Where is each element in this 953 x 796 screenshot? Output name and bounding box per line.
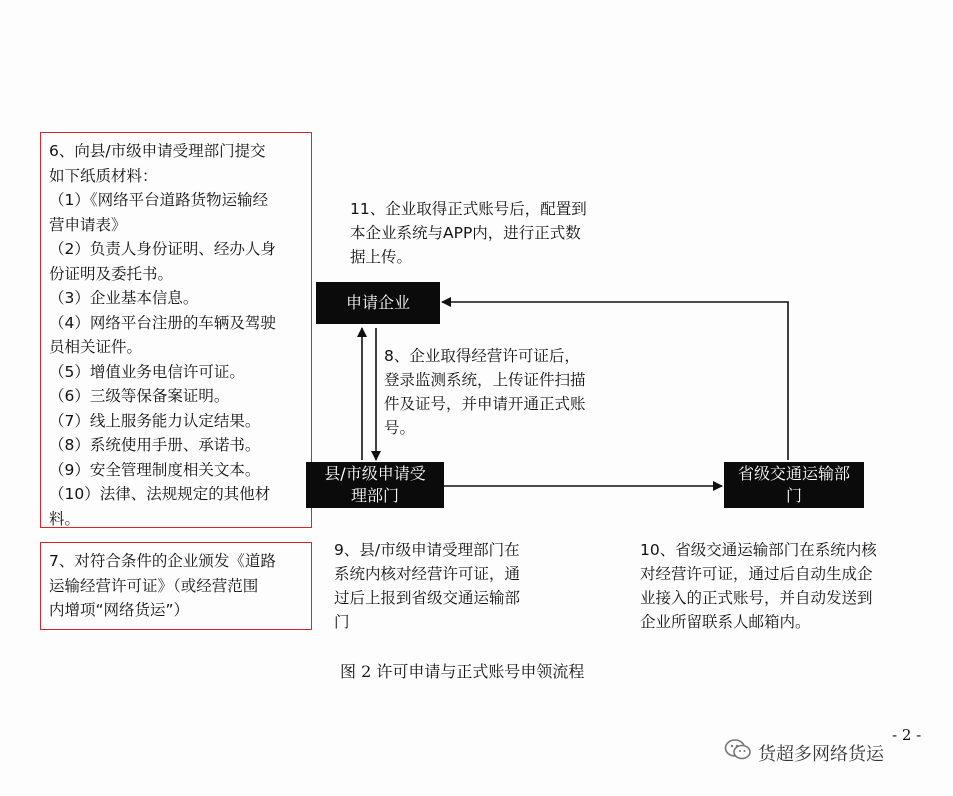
node-county-label-1: 县/市级申请受: [324, 464, 426, 483]
watermark-text: 货超多网络货运: [758, 743, 884, 765]
note-step8-line: 8、企业取得经营许可证后，: [384, 347, 580, 365]
materials-line: （1）《网络平台道路货物运输经: [49, 191, 269, 209]
note-step8: [384, 344, 586, 440]
note-step8-line: 件及证号，并申请开通正式账: [384, 395, 586, 413]
node-company-label: 申请企业: [345, 293, 410, 312]
note-step9-line: 系统内核对经营许可证，通: [334, 565, 521, 583]
node-province-label-1: 省级交通运输部: [737, 464, 850, 483]
note-step11: [350, 197, 587, 269]
note-step10-line: 10、省级交通运输部门在系统内核: [640, 541, 877, 559]
materials-line: （5）增值业务电信许可证。: [49, 362, 245, 381]
license-line: 内增项“网络货运”）: [49, 601, 190, 619]
materials-line: （4）网络平台注册的车辆及驾驶: [49, 313, 276, 332]
note-step11-line: 本企业系统与APP内，进行正式数: [350, 224, 581, 242]
materials-line: 6、向县/市级申请受理部门提交: [49, 142, 266, 160]
materials-line: （6）三级等保备案证明。: [49, 387, 230, 405]
note-step8-line: 号。: [384, 419, 416, 437]
materials-line: 料。: [49, 509, 81, 528]
license-line: 运输经营许可证》（或经营范围: [49, 576, 259, 595]
note-step10: [640, 538, 877, 634]
materials-line: （8）系统使用手册、承诺书。: [49, 436, 261, 454]
materials-line: 份证明及委托书。: [49, 264, 174, 283]
note-step11-line: 11、企业取得正式账号后，配置到: [350, 200, 587, 218]
materials-line: 员相关证件。: [49, 338, 143, 356]
note-step9-line: 门: [334, 613, 350, 631]
watermark: [724, 738, 884, 767]
note-step10-line: 业接入的正式账号，并自动发送到: [640, 589, 873, 607]
figure-caption: 图 2 许可申请与正式账号申领流程: [340, 662, 585, 681]
materials-line: 如下纸质材料：: [49, 166, 158, 185]
wechat-icon: [724, 738, 752, 767]
node-company: [316, 282, 440, 324]
note-step8-line: 登录监测系统，上传证件扫描: [384, 371, 586, 389]
materials-line: （9）安全管理制度相关文本。: [49, 460, 261, 479]
node-county: [306, 462, 444, 508]
node-province-label-2: 门: [785, 486, 802, 505]
materials-line: （10）法律、法规规定的其他材: [49, 485, 271, 503]
materials-line: （3）企业基本信息。: [49, 289, 199, 307]
node-county-label-2: 理部门: [350, 486, 399, 505]
note-step10-line: 企业所留联系人邮箱内。: [640, 613, 811, 631]
note-step11-line: 据上传。: [350, 248, 413, 266]
license-line: 7、对符合条件的企业颁发《道路: [49, 552, 276, 570]
note-step9: [334, 538, 520, 634]
page-number: - 2 -: [892, 726, 922, 744]
materials-line: （2）负责人身份证明、经办人身: [49, 240, 276, 258]
note-step9-line: 过后上报到省级交通运输部: [334, 589, 521, 607]
materials-line: （7）线上服务能力认定结果。: [49, 411, 261, 430]
materials-line: 营申请表》: [49, 215, 127, 234]
node-province: [724, 462, 864, 508]
note-step10-line: 对经营许可证，通过后自动生成企: [640, 565, 873, 583]
note-step9-line: 9、县/市级申请受理部门在: [334, 541, 520, 559]
